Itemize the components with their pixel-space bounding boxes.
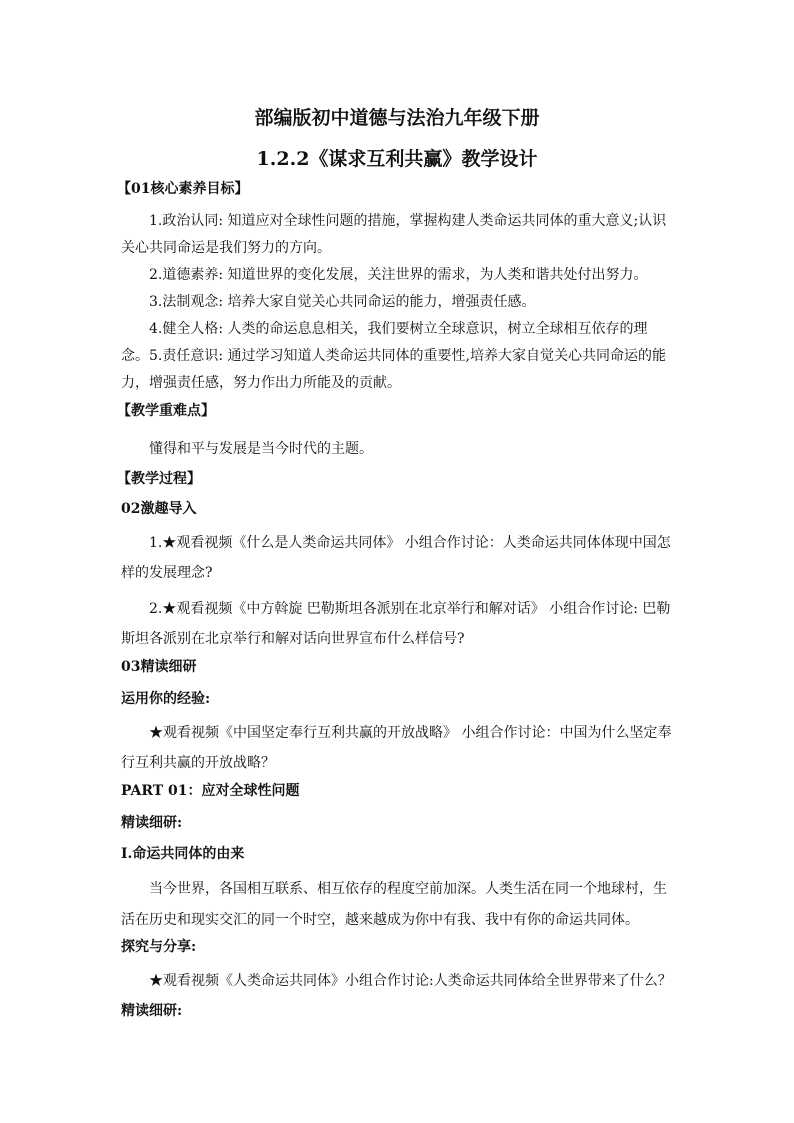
origin-heading: Ⅰ.命运共同体的由来 xyxy=(121,846,245,862)
goal-item-5: 5.责任意识: 通过学习知道人类命运共同体的重要性,培养大家自觉关心共同命运的能力，增强责任感，努力作出力所能及的贡献。 xyxy=(121,348,666,391)
document-title: 部编版初中道德与法治九年级下册 xyxy=(254,107,540,129)
experience-text: ★观看视频《中国坚定奉行互利共赢的开放战略》 小组合作讨论：中国为什么坚定奉行互利共赢的开放战略？ xyxy=(121,725,672,771)
goals-heading: 【01核心素养目标】 xyxy=(117,181,249,197)
goal-item-4: 4.健全人格: 人类的命运息息相关，我们要树立全球意识，树立全球相互依存的理念。 xyxy=(121,321,648,364)
intro-item-1: 1.★观看视频《什么是人类命运共同体》 小组合作讨论：人类命运共同体体现中国怎样的发展理念? xyxy=(121,535,671,581)
key-points-text: 懂得和平与发展是当今时代的主题。 xyxy=(149,441,373,457)
experience-heading: 运用你的经验: xyxy=(121,691,211,707)
explore-text: ★观看视频《人类命运共同体》小组合作讨论:人类命运共同体给全世界带来了什么？ xyxy=(149,973,672,989)
intro-heading: 02激趣导入 xyxy=(121,501,197,517)
process-heading: 【教学过程】 xyxy=(117,471,201,487)
document-subtitle: 1.2.2《谋求互利共赢》教学设计 xyxy=(256,148,538,170)
read-heading: 精读细研: xyxy=(121,815,183,831)
part-heading: PART 01：应对全球性问题 xyxy=(121,783,300,799)
explore-heading: 探究与分享: xyxy=(121,939,197,955)
goal-item-1: 1.政治认同: 知道应对全球性问题的措施，掌握构建人类命运共同体的重大意义;认识关心共同命运是我们努力的方向。 xyxy=(121,213,667,256)
study-heading: 03精读细研 xyxy=(121,659,197,675)
goal-item-2: 2.道德素养: 知道世界的变化发展，关注世界的需求，为人类和谐共处付出努力。 xyxy=(149,267,648,283)
read-heading-2: 精读细研: xyxy=(121,1003,183,1019)
origin-text: 当今世界，各国相互联系、相互依存的程度空前加深。人类生活在同一个地球村，生活在历史和现实交汇的同一个时空，越来越成为你中有我、我中有你的命运共同体。 xyxy=(121,881,667,928)
goal-item-3: 3.法制观念: 培养大家自觉关心共同命运的能力，增强责任感。 xyxy=(149,294,536,310)
intro-item-2: 2.★观看视频《中方斡旋 巴勒斯坦各派别在北京举行和解对话》 小组合作讨论: 巴勒斯坦各派别在北京举行和解对话向世界宣布什么样信号? xyxy=(121,601,671,647)
key-points-heading: 【教学重难点】 xyxy=(117,403,215,419)
